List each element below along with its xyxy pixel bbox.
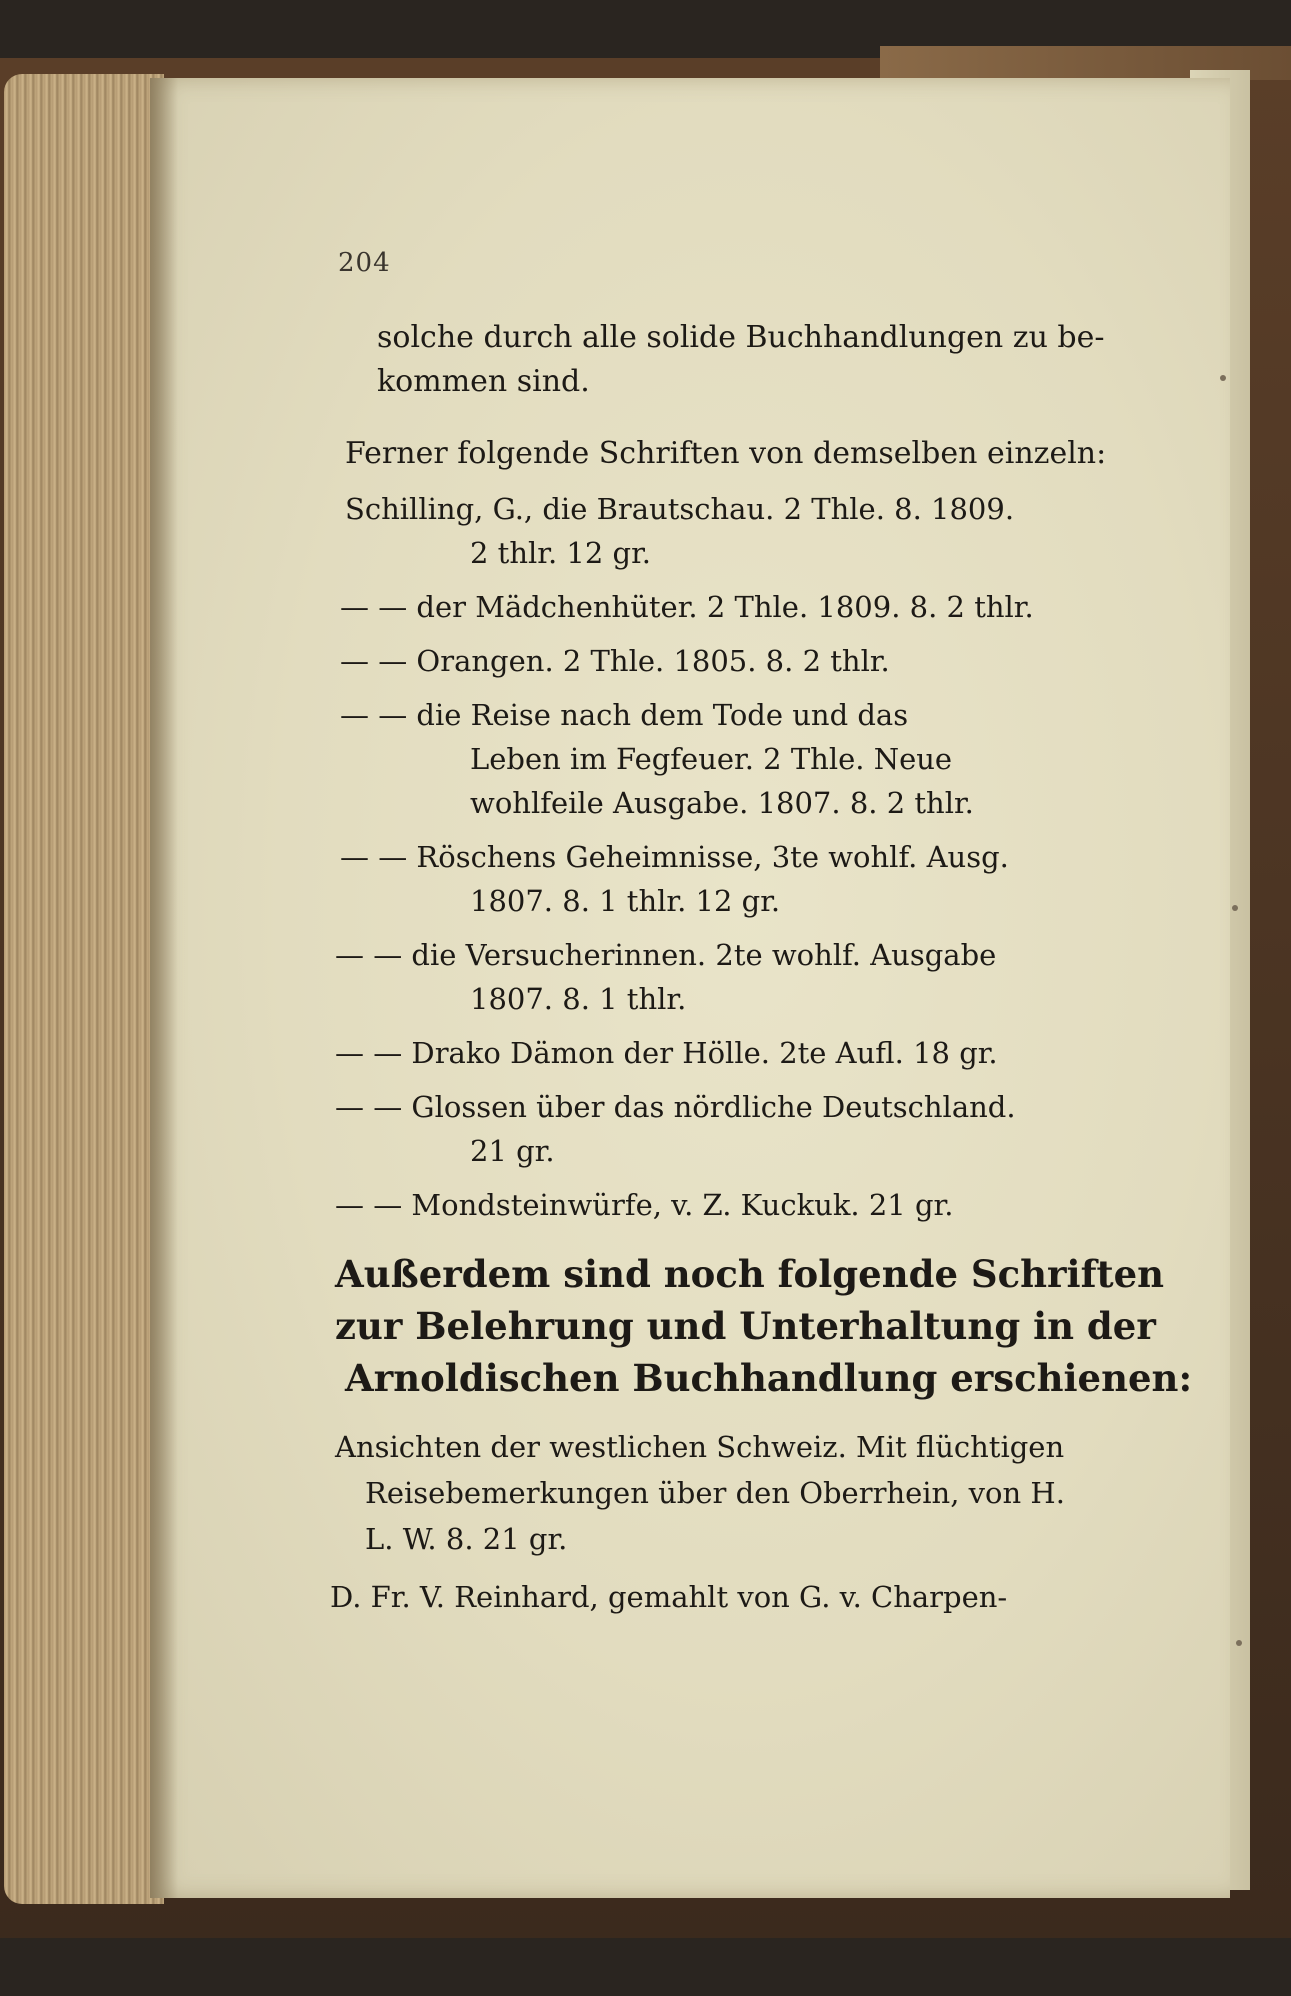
entry-line-cont: 1807. 8. 1 thlr. 12 gr. (470, 884, 781, 918)
entry-line: — — die Versucherinnen. 2te wohlf. Ausgabe (335, 938, 997, 972)
heading-line: Arnoldischen Buchhandlung erschienen: (345, 1356, 1193, 1400)
heading-line: Außerdem sind noch folgende Schriften (335, 1252, 1165, 1296)
entry-line: Schilling, G., die Brautschau. 2 Thle. 8. 1809. (345, 492, 1015, 526)
entry-line: — — der Mädchenhüter. 2 Thle. 1809. 8. 2 thlr. (340, 590, 1034, 624)
page-number: 204 (338, 248, 391, 278)
entry-line-cont: L. W. 8. 21 gr. (365, 1522, 568, 1556)
ferner-line: Ferner folgende Schriften von demselben einzeln: (345, 436, 1107, 471)
entry-line: — — Glossen über das nördliche Deutschland. (335, 1090, 1016, 1124)
entry-line: — — Drako Dämon der Hölle. 2te Aufl. 18 gr. (335, 1036, 998, 1070)
intro-line: solche durch alle solide Buchhandlungen zu be- (377, 320, 1105, 355)
entry-line-cont: 2 thlr. 12 gr. (470, 536, 651, 570)
heading-line: zur Belehrung und Unterhaltung in der (335, 1304, 1156, 1348)
entry-line-cont: Leben im Fegfeuer. 2 Thle. Neue (470, 742, 953, 776)
entry-line: — — Röschens Geheimnisse, 3te wohlf. Ausg. (340, 840, 1009, 874)
paper-speck (1220, 375, 1226, 381)
paper-speck (1232, 905, 1238, 911)
entry-line-cont: 21 gr. (470, 1134, 555, 1168)
page-gutter-shadow (150, 78, 178, 1898)
entry-line: Ansichten der westlichen Schweiz. Mit flüchtigen (335, 1430, 1065, 1464)
entry-line-cont: 1807. 8. 1 thlr. (470, 982, 687, 1016)
paper-speck (1236, 1640, 1242, 1646)
entry-line: — — die Reise nach dem Tode und das (340, 698, 909, 732)
entry-line: D. Fr. V. Reinhard, gemahlt von G. v. Charpen- (330, 1580, 1008, 1614)
entry-line: — — Orangen. 2 Thle. 1805. 8. 2 thlr. (340, 644, 890, 678)
entry-line-cont: Reisebemerkungen über den Oberrhein, von H. (365, 1476, 1065, 1510)
intro-line: kommen sind. (377, 364, 590, 399)
entry-line-cont: wohlfeile Ausgabe. 1807. 8. 2 thlr. (470, 786, 974, 820)
page-edges-stack (4, 74, 164, 1904)
entry-line: — — Mondsteinwürfe, v. Z. Kuckuk. 21 gr. (335, 1188, 954, 1222)
